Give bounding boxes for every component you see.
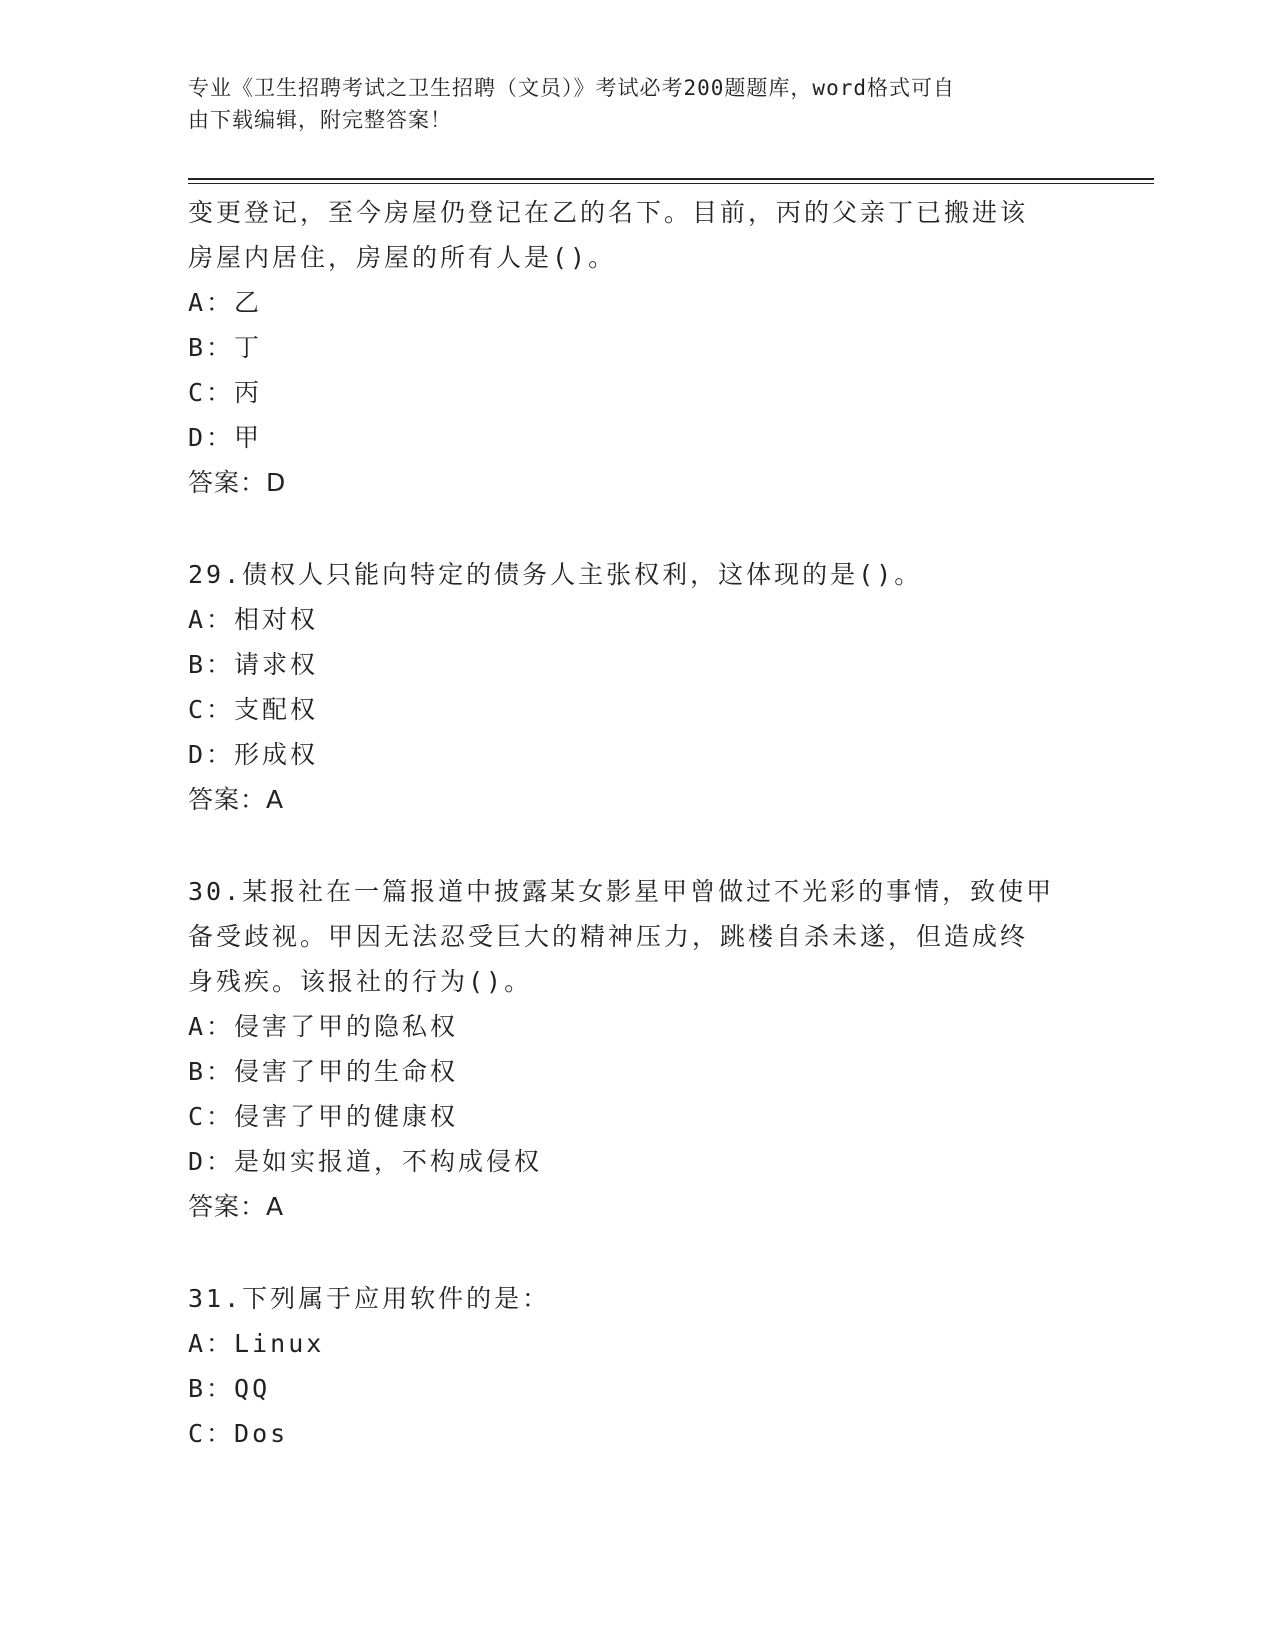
option-a: A：相对权 [188,605,319,634]
question-list [188,190,1088,1456]
question-stem-line: 31.下列属于应用软件的是： [188,1284,551,1313]
document-header [188,72,1068,136]
option-a: A：乙 [188,288,263,317]
answer-line: 答案：D [188,468,287,497]
header-title-line-1: 专业《卫生招聘考试之卫生招聘（文员）》考试必考200题题库，word格式可自 [188,76,955,100]
question-stem-line: 备受歧视。甲因无法忍受巨大的精神压力，跳楼自杀未遂，但造成终 [188,922,1029,951]
question-spacer [188,505,1088,552]
question-stem-line: 身残疾。该报社的行为()。 [188,967,533,996]
question-stem-line: 30.某报社在一篇报道中披露某女影星甲曾做过不光彩的事情，致使甲 [188,877,1055,906]
option-b: B：丁 [188,333,263,362]
option-d: D：形成权 [188,740,319,769]
question-stem-line: 房屋内居住，房屋的所有人是()。 [188,243,617,272]
question-spacer [188,1229,1088,1276]
question-spacer [188,822,1088,869]
option-b: B：QQ [188,1374,271,1403]
question-block [188,869,1088,1229]
question-block [188,1276,1088,1456]
question-stem-line: 29.债权人只能向特定的债务人主张权利，这体现的是()。 [188,560,923,589]
option-d: D：甲 [188,423,263,452]
option-a: A：侵害了甲的隐私权 [188,1012,459,1041]
header-divider-thick [188,178,1154,180]
option-b: B：侵害了甲的生命权 [188,1057,459,1086]
option-c: C：支配权 [188,695,319,724]
question-stem-line: 变更登记，至今房屋仍登记在乙的名下。目前，丙的父亲丁已搬进该 [188,198,1029,227]
answer-line: 答案：A [188,1192,285,1221]
header-title-line-2: 由下载编辑，附完整答案！ [188,108,452,132]
option-d: D：是如实报道，不构成侵权 [188,1147,543,1176]
option-b: B：请求权 [188,650,319,679]
option-c: C：丙 [188,378,263,407]
option-c: C：侵害了甲的健康权 [188,1102,459,1131]
header-divider-thin [188,183,1154,184]
option-a: A：Linux [188,1329,325,1358]
question-block [188,190,1088,505]
answer-line: 答案：A [188,785,285,814]
question-block [188,552,1088,822]
option-c: C：Dos [188,1419,289,1448]
